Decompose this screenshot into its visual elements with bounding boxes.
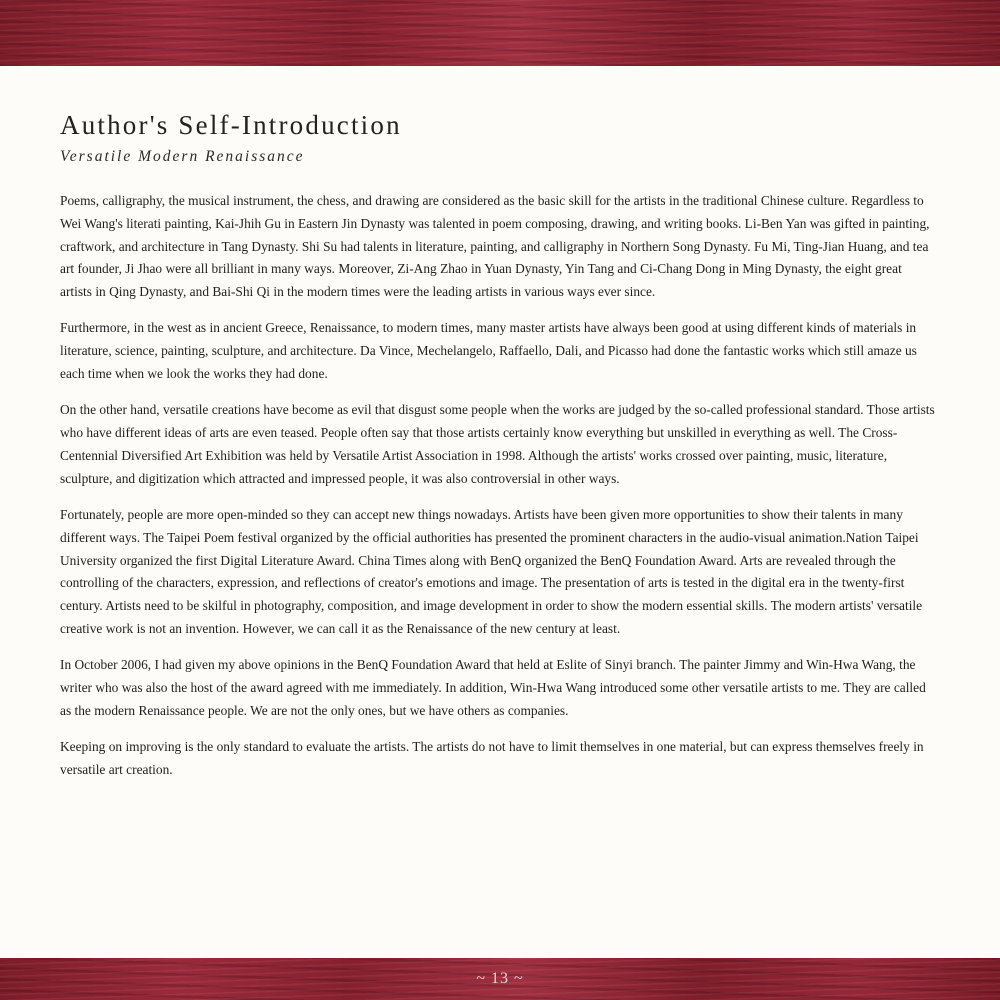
page-content — [60, 106, 936, 795]
page-subtitle: Versatile Modern Renaissance — [60, 148, 305, 165]
page-title: Author's Self-Introduction — [60, 110, 402, 140]
paragraph-2: Furthermore, in the west as in ancient Greece, Renaissance, to modern times, many master artists have always been good at using different kinds of materials in literature, science, painting, sculpture, and architecture. Da Vince, Mechelangelo, Raffaello, Dali, and Picasso had done the fantastic works which still amaze us each time when we look the works they had done. — [60, 320, 917, 382]
body-text — [60, 190, 936, 782]
paragraph-5: In October 2006, I had given my above opinions in the BenQ Foundation Award that held at Eslite of Sinyi branch. The painter Jimmy and Win-Hwa Wang, the writer who was also the host of the award agreed with me immediately. In addition, Win-Hwa Wang introduced some other versatile artists to me. They are called as the modern Renaissance people. We are not the only ones, but we have others as companies. — [60, 657, 926, 718]
paragraph-6: Keeping on improving is the only standard to evaluate the artists. The artists do not have to limit themselves in one material, but can express themselves freely in versatile art creation. — [60, 739, 924, 778]
page-number: ~ 13 ~ — [476, 970, 524, 987]
paragraph-1: Poems, calligraphy, the musical instrument, the chess, and drawing are considered as the basic skill for the artists in the traditional Chinese culture. Regardless to Wei Wang's literati painting, Kai-Jhih Gu in Eastern Jin Dynasty was talented in poem composing, drawing, and writing books. Li-Ben Yan was gifted in painting, craftwork, and architecture in Tang Dynasty. Shi Su had talents in literature, painting, and calligraphy in Northern Song Dynasty. Fu Mi, Ting-Jian Huang, and tea art founder, Ji Jhao were all brilliant in many ways. Moreover, Zi-Ang Zhao in Yuan Dynasty, Yin Tang and Ci-Chang Dong in Ming Dynasty, the eight great artists in Qing Dynasty, and Bai-Shi Qi in the modern times were the leading artists in various ways ever since. — [60, 193, 930, 300]
paragraph-4: Fortunately, people are more open-minded so they can accept new things nowadays. Artists have been given more opportunities to show their talents in many different ways. The Taipei Poem festival organized by the official authorities has presented the prominent characters in the audio-visual animation.Nation Taipei University organized the first Digital Literature Award. China Times along with BenQ organized the BenQ Foundation Award. Arts are revealed through the controlling of the characters, expression, and reflections of creator's emotions and image. The presentation of arts is tested in the digital era in the twenty-first century. Artists need to be skilful in photography, composition, and image development in order to show the modern essential skills. The modern artists' versatile creative work is not an invention. However, we can call it as the Renaissance of the new century at least. — [60, 507, 923, 637]
top-decorative-band — [0, 0, 1000, 66]
paragraph-3: On the other hand, versatile creations have become as evil that disgust some people when the works are judged by the so-called professional standard. Those artists who have different ideas of arts are even teased. People often say that those artists certainly know everything but unskilled in everything as well. The Cross-Centennial Diversified Art Exhibition was held by Versatile Artist Association in 1998. Although the artists' works crossed over painting, music, literature, sculpture, and digitization which attracted and impressed people, it was also controversial in other ways. — [60, 402, 935, 486]
